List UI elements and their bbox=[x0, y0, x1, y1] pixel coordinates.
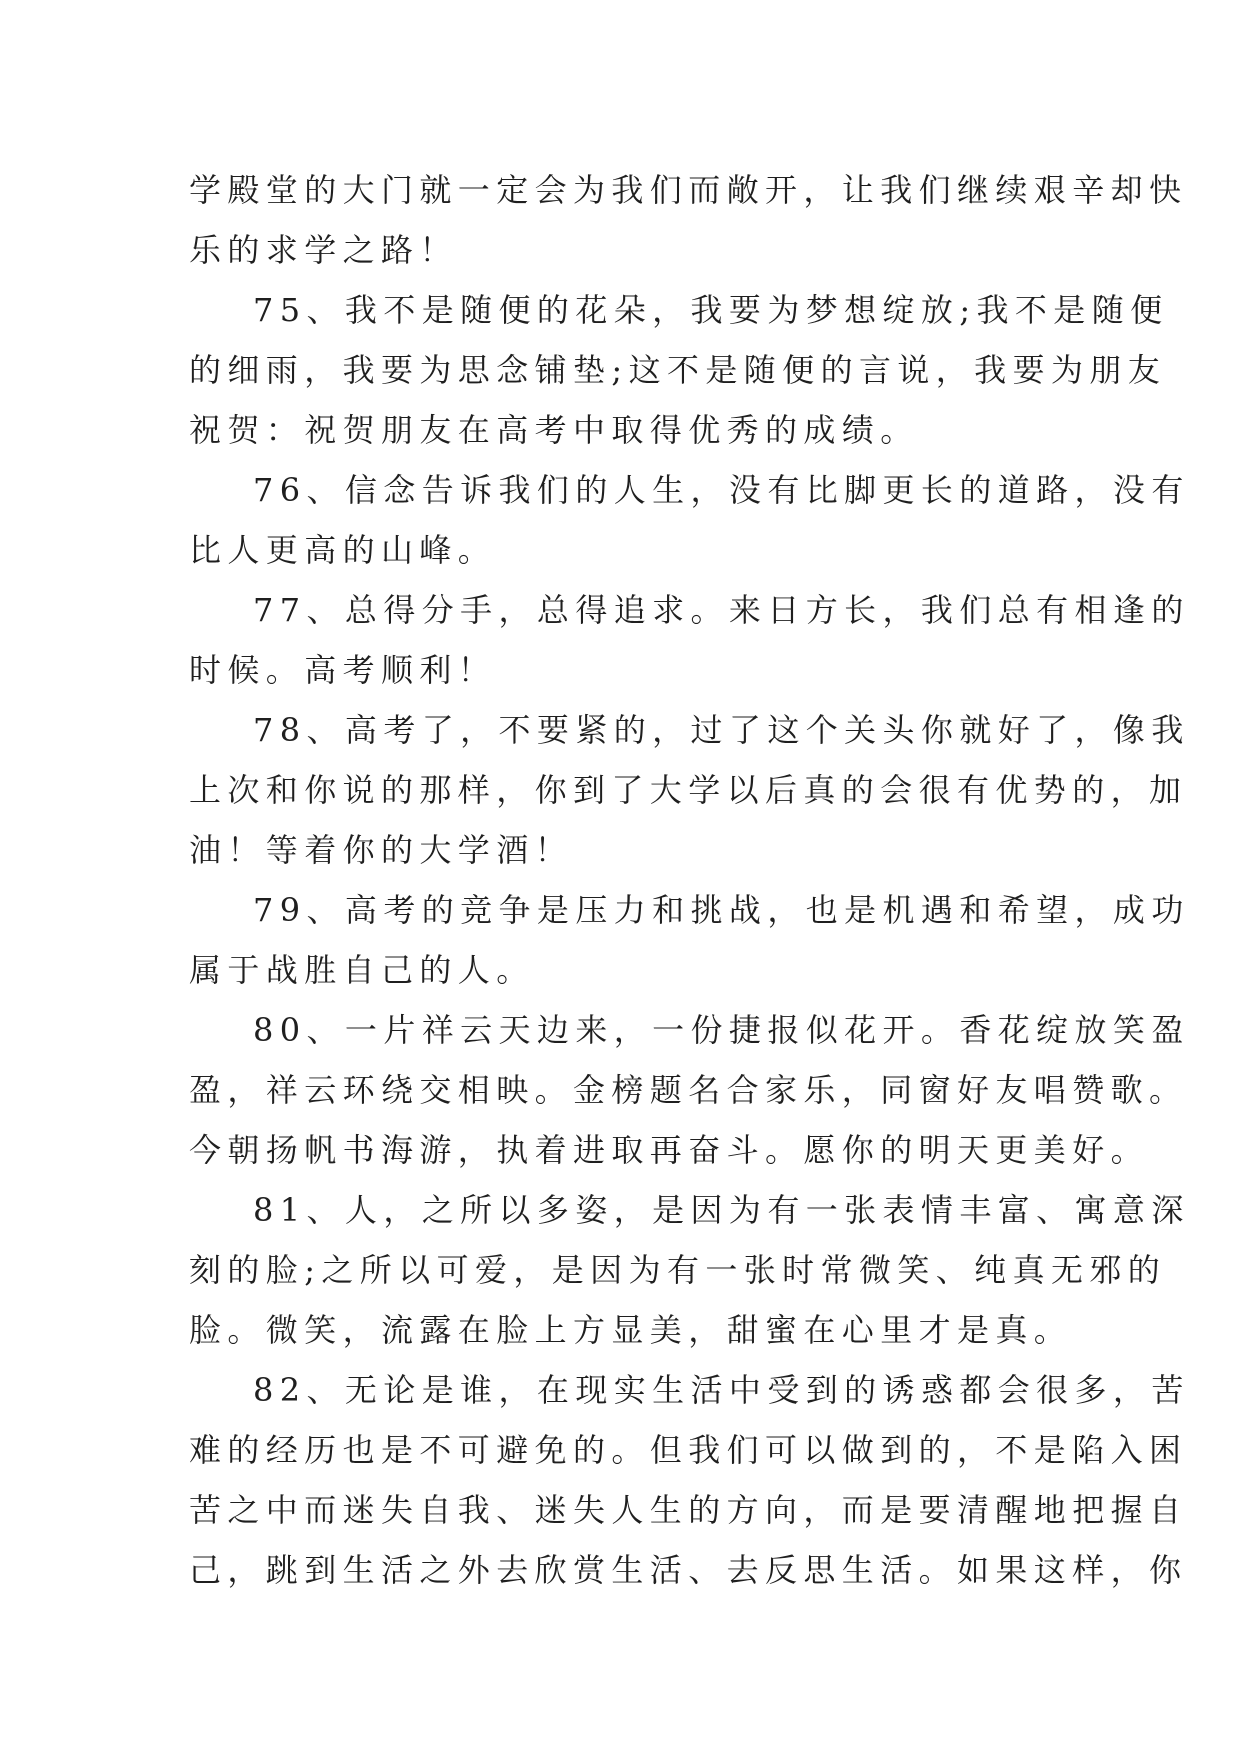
text-line: 祝贺：祝贺朋友在高考中取得优秀的成绩。 bbox=[189, 411, 919, 449]
text-line: 苦之中而迷失自我、迷失人生的方向，而是要清醒地把握自 bbox=[189, 1491, 1188, 1529]
document-body bbox=[189, 160, 1190, 1600]
text-line: 77、总得分手，总得追求。来日方长，我们总有相逢的 bbox=[253, 591, 1190, 629]
text-line: 79、高考的竞争是压力和挑战，也是机遇和希望，成功 bbox=[253, 891, 1190, 929]
text-line: 82、无论是谁，在现实生活中受到的诱惑都会很多，苦 bbox=[253, 1371, 1190, 1409]
text-line: 80、一片祥云天边来，一份捷报似花开。香花绽放笑盈 bbox=[253, 1011, 1190, 1049]
text-line: 的细雨，我要为思念铺垫;这不是随便的言说，我要为朋友 bbox=[189, 351, 1167, 389]
text-line: 上次和你说的那样，你到了大学以后真的会很有优势的，加 bbox=[189, 771, 1188, 809]
text-line: 比人更高的山峰。 bbox=[189, 531, 497, 569]
text-line: 油！等着你的大学酒！ bbox=[189, 831, 574, 869]
text-line: 76、信念告诉我们的人生，没有比脚更长的道路，没有 bbox=[253, 471, 1190, 509]
text-line: 属于战胜自己的人。 bbox=[189, 951, 535, 989]
text-line: 乐的求学之路！ bbox=[189, 231, 458, 269]
text-line: 81、人，之所以多姿，是因为有一张表情丰富、寓意深 bbox=[253, 1191, 1190, 1229]
text-line: 脸。微笑，流露在脸上方显美，甜蜜在心里才是真。 bbox=[189, 1311, 1073, 1349]
text-line: 学殿堂的大门就一定会为我们而敞开，让我们继续艰辛却快 bbox=[189, 171, 1188, 209]
text-line: 难的经历也是不可避免的。但我们可以做到的，不是陷入困 bbox=[189, 1431, 1188, 1469]
text-line: 盈，祥云环绕交相映。金榜题名合家乐，同窗好友唱赞歌。 bbox=[189, 1071, 1188, 1109]
text-line: 己，跳到生活之外去欣赏生活、去反思生活。如果这样，你 bbox=[189, 1551, 1188, 1589]
text-line: 时候。高考顺利！ bbox=[189, 651, 497, 689]
text-line: 78、高考了，不要紧的，过了这个关头你就好了，像我 bbox=[253, 711, 1190, 749]
text-line: 刻的脸;之所以可爱，是因为有一张时常微笑、纯真无邪的 bbox=[189, 1251, 1167, 1289]
text-line: 75、我不是随便的花朵，我要为梦想绽放;我不是随便 bbox=[253, 291, 1169, 329]
text-line: 今朝扬帆书海游，执着进取再奋斗。愿你的明天更美好。 bbox=[189, 1131, 1150, 1169]
